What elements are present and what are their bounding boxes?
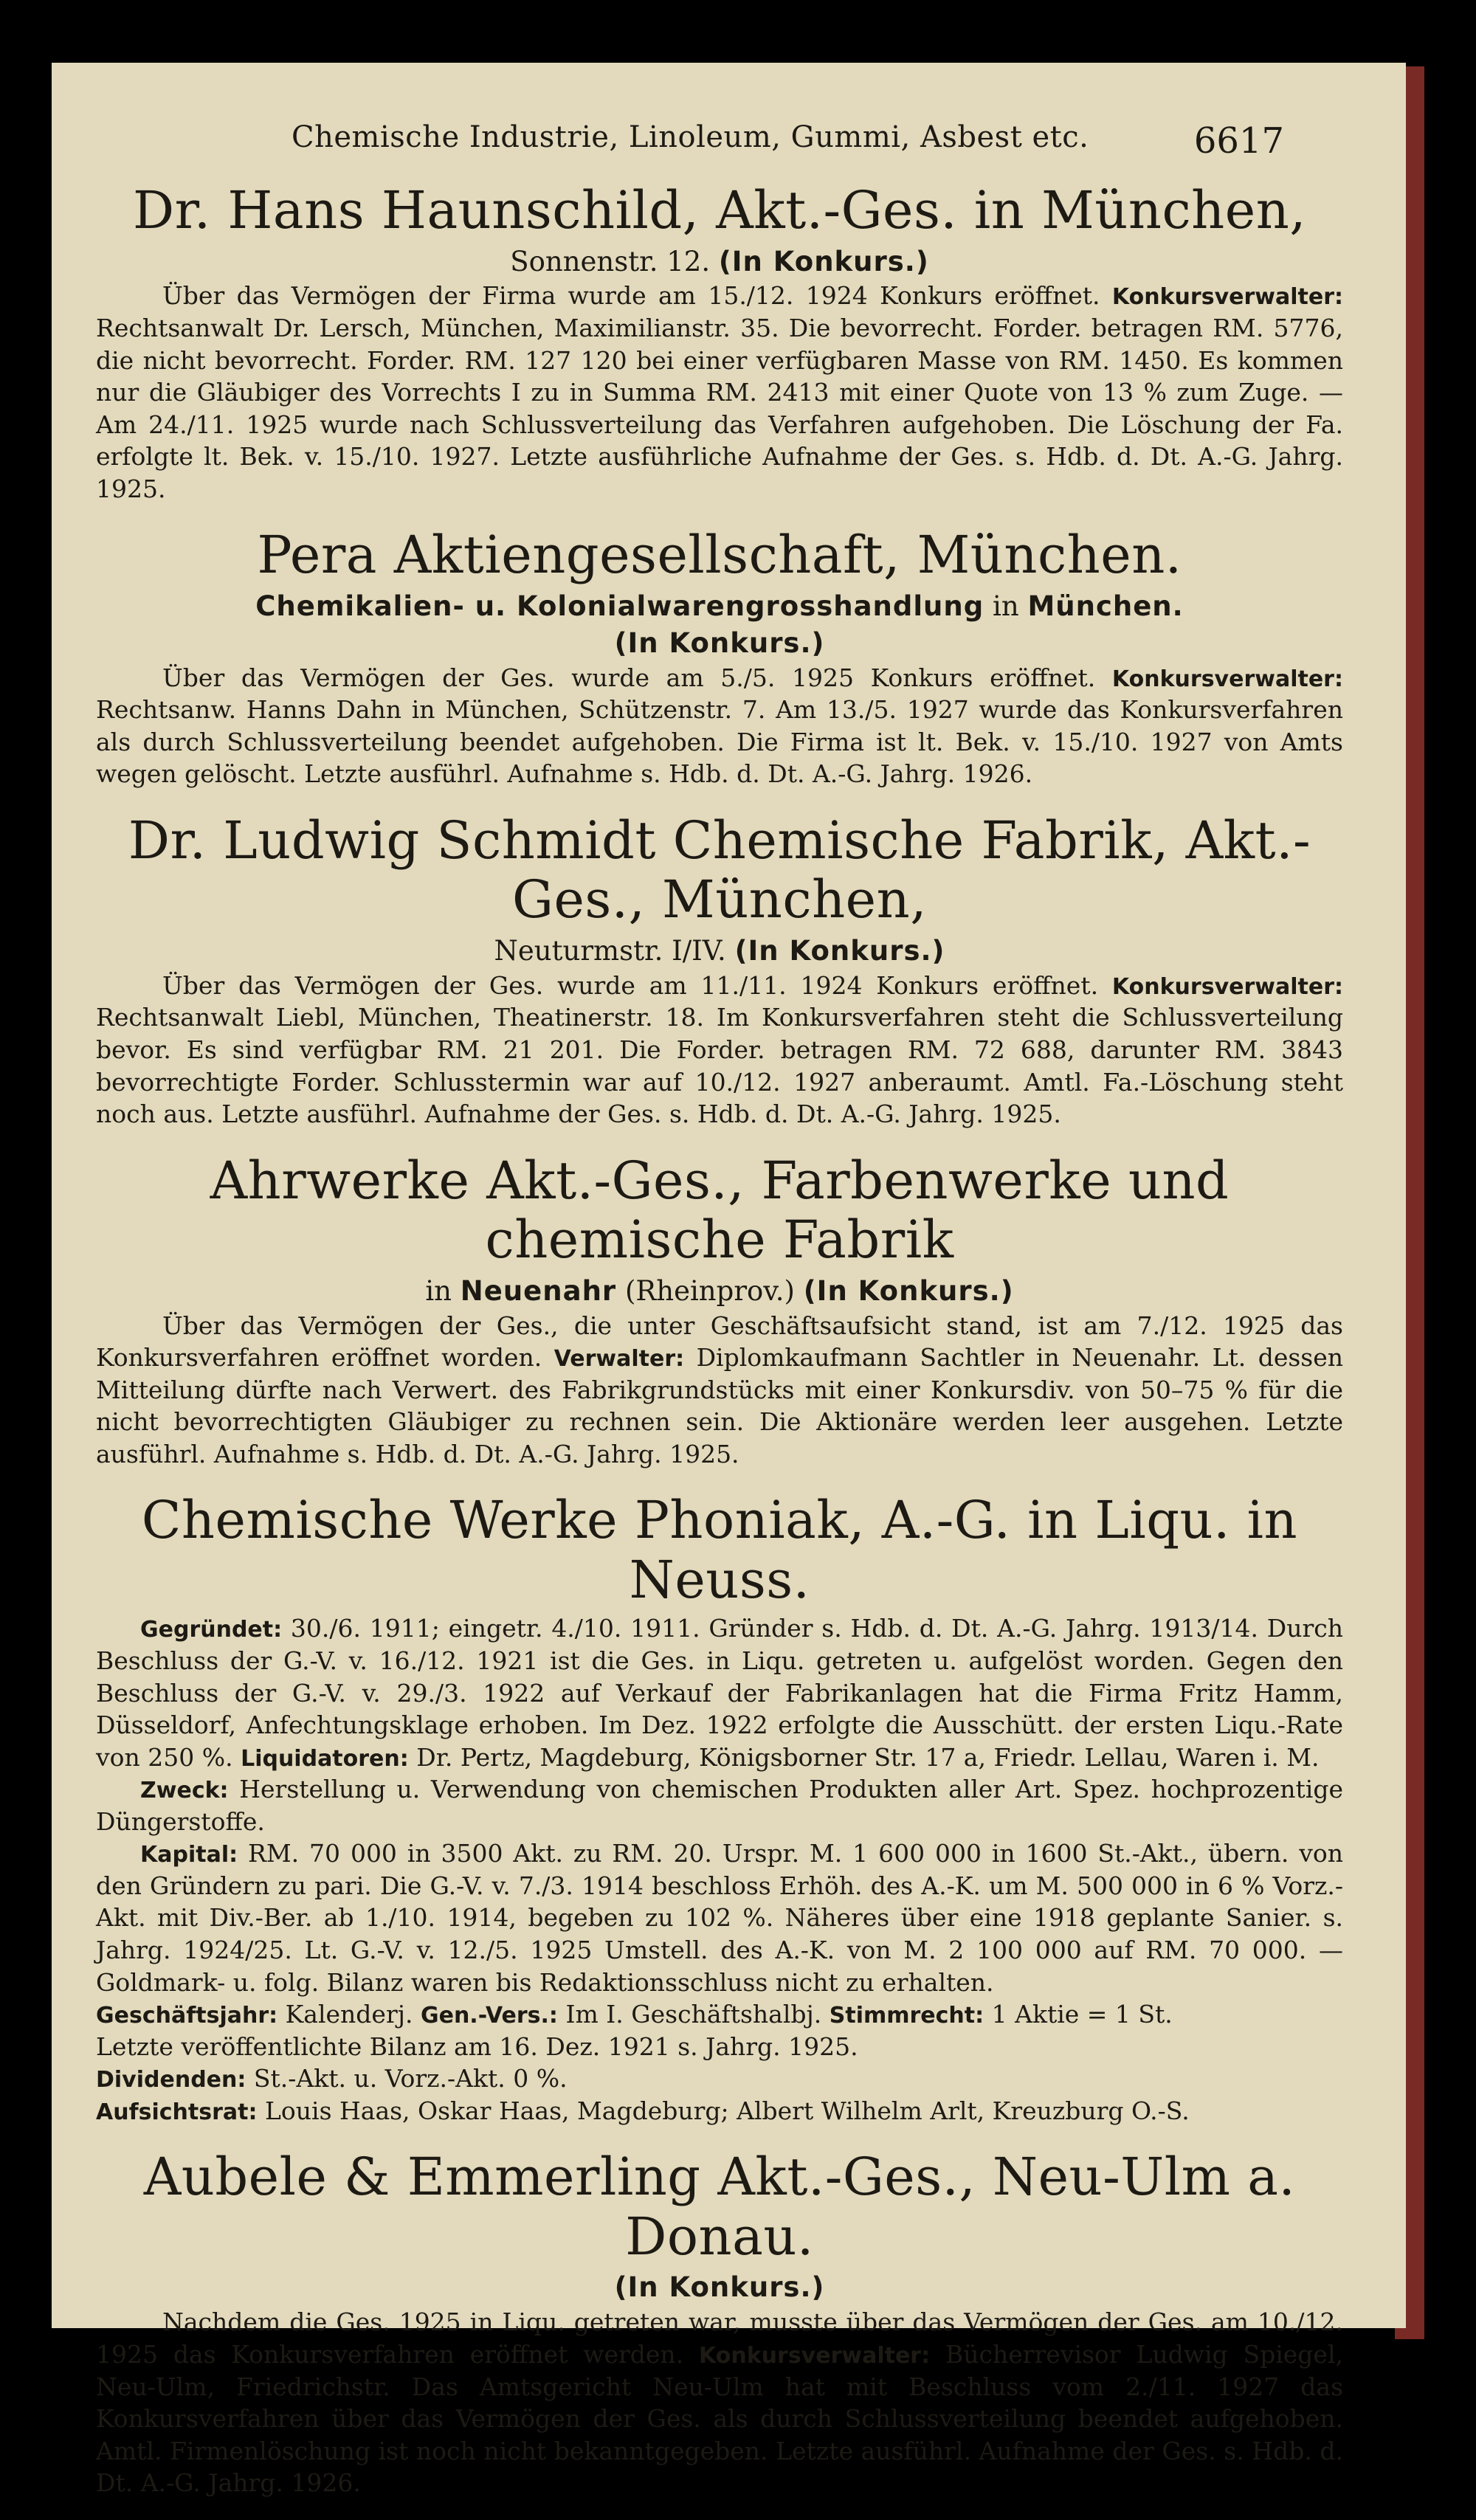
body-text: Diplomkaufmann Sachtler in Neuenahr. Lt. dessen Mitteilung dürfte nach Verwert. des Fabrikgrundstücks mit einer Konkursdiv. von 50–75 % für die nicht bevorrechtigten Gläubiger zu rechnen sein. Die Aktionäre werden leer ausgehen. Letzte ausführl. Aufnahme s. Hdb. d. Dt. A.-G. Jahrg. 1925. [96,1343,1343,1468]
status-label: (In Konkurs.) [803,1274,1014,1307]
entry-subtitle [96,588,1343,625]
city: München. [1027,590,1184,622]
body-text: Herstellung u. Verwendung von chemischen Produkten aller Art. Spez. hochprozentige Düngerstoffe. [96,1775,1343,1836]
entry-schmidt [96,811,1343,1130]
body-text: 30./6. 1911; eingetr. 4./10. 1911. Gründer s. Hdb. d. Dt. A.-G. Jahrg. 1913/14. Durch Beschluss der G.-V. v. 16./12. 1921 ist die Ges. in Liqu. getreten u. aufgelöst worden. Gegen den Beschluss der G.-V. v. 29./3. 1922 auf Verkauf der Fabrikanlagen hat die Firma Fritz Hamm, Düsseldorf, Anfechtungsklage erhoben. Im Dez. 1922 erfolgte die Ausschütt. der ersten Liqu.-Rate von 250 %. [96,1614,1343,1772]
status-label: (In Konkurs.) [718,245,929,277]
body-text: Über das Vermögen der Ges., die unter Geschäftsaufsicht stand, ist am 7./12. 1925 das Konkursverfahren eröffnet worden. [96,1311,1343,1373]
running-title: Chemische Industrie, Linoleum, Gummi, Asbest etc. [292,120,1089,154]
entry-status-line [96,2269,1343,2306]
body-text: Im I. Geschäftshalbj. [565,2000,822,2029]
body-label: Kapital: [140,1842,238,1868]
entry-title: Dr. Hans Haunschild, Akt.-Ges. in München, [132,180,1307,241]
entry-body [96,2306,1343,2499]
entry-ahrwerke [96,1151,1343,1471]
section-kapital [96,1837,1343,1998]
body-label: Konkursverwalter: [1111,973,1343,1000]
body-label: Zweck: [140,1778,229,1804]
entry-haunschild [96,181,1343,505]
entry-pera [96,525,1343,790]
entry-subtitle [96,1273,1343,1310]
body-text: Über das Vermögen der Ges. wurde am 5./5. 1925 Konkurs eröffnet. [162,663,1096,692]
body-label: Konkursverwalter: [1111,284,1343,311]
body-label: Gegründet: [140,1617,283,1643]
body-text: St.-Akt. u. Vorz.-Akt. 0 %. [253,2064,568,2093]
section-bilanz [96,2031,1343,2063]
subtitle-in: in [993,590,1019,622]
entry-title: Pera Aktiengesellschaft, München. [257,525,1182,586]
body-text: Dr. Pertz, Magdeburg, Königsborner Str. 17 a, Friedr. Lellau, Waren i. M. [416,1742,1320,1772]
body-text: Louis Haas, Oskar Haas, Magdeburg; Albert Wilhelm Arlt, Kreuzburg O.-S. [264,2096,1190,2125]
region: (Rheinprov.) [624,1274,795,1307]
running-head [70,114,1284,166]
body-text: Bücherrevisor Ludwig Spiegel, Neu-Ulm, Friedrichstr. Das Amtsgericht Neu-Ulm hat mit Beschluss vom 2./11. 1927 das Konkursverfahren über das Vermögen der Ges. als durch Schlussverteilung beendet aufgehoben. Amtl. Firmenlöschung ist noch nicht bekanntgegeben. Letzte ausführl. Aufnahme der Ges. s. Hdb. d. Dt. A.-G. Jahrg. 1926. [96,2339,1343,2498]
entry-body [96,970,1343,1130]
address: Neuturmstr. I/IV. [494,934,726,967]
page-content [96,181,1343,2520]
status-label: (In Konkurs.) [614,2271,825,2304]
body-text: Rechtsanwalt Dr. Lersch, München, Maximilianstr. 35. Die bevorrecht. Forder. betragen RM. 5776, die nicht bevorrecht. Forder. RM. 127 120 bei einer verfügbaren Masse von RM. 1450. Es kommen nur die Gläubiger des Vorrechts I zu in Summa RM. 2413 mit einer Quote von 13 % zum Zuge. — Am 24./11. 1925 wurde nach Schlussverteilung das Verfahren aufgehoben. Die Löschung der Fa. erfolgte lt. Bek. v. 15./10. 1927. Letzte ausführliche Aufnahme der Ges. s. Hdb. d. Dt. A.-G. Jahrg. 1925. [96,314,1343,503]
business-line: Chemikalien- u. Kolonialwarengrosshandlung [255,590,984,622]
body-text: Rechtsanw. Hanns Dahn in München, Schützenstr. 7. Am 13./5. 1927 wurde das Konkursverfahren als durch Schlussverteilung beendet aufgehoben. Die Firma ist lt. Bek. v. 15./10. 1927 von Amts wegen gelöscht. Letzte ausführl. Aufnahme s. Hdb. d. Dt. A.-G. Jahrg. 1926. [96,695,1343,789]
subtitle-in: in [425,1274,452,1307]
body-label: Konkursverwalter: [1111,666,1343,692]
book-page [52,63,1406,2498]
entry-aubele [96,2147,1343,2499]
body-label: Aufsichtsrat: [96,2099,258,2125]
body-text: RM. 70 000 in 3500 Akt. zu RM. 20. Urspr. M. 1 600 000 in 1600 St.-Akt., übern. von den Gründern zu pari. Die G.-V. v. 7./3. 1914 beschloss Erhöh. des A.-K. um M. 500 000 in 6 % Vorz.-Akt. mit Div.-Ber. ab 1./10. 1914, begeben zu 102 %. Näheres über eine 1918 geplante Sanier. s. Jahrg. 1924/25. Lt. G.-V. v. 12./5. 1925 Umstell. des A.-K. von M. 2 100 000 auf RM. 70 000. — Goldmark- u. folg. Bilanz waren bis Redaktionsschluss nicht zu erhalten. [96,1839,1343,1997]
body-text: Über das Vermögen der Ges. wurde am 11./11. 1924 Konkurs eröffnet. [162,970,1099,1000]
body-text: Letzte veröffentlichte Bilanz am 16. Dez. 1921 s. Jahrg. 1925. [96,2031,858,2061]
body-text: Kalenderj. [285,2000,413,2029]
body-label: Verwalter: [554,1346,685,1373]
body-label: Geschäftsjahr: [96,2003,278,2029]
entry-body [96,1310,1343,1471]
entry-subtitle [96,244,1343,280]
body-label: Liquidatoren: [241,1745,409,1772]
section-geschaeftsjahr [96,1998,1343,2031]
body-label: Konkursverwalter: [699,2342,931,2369]
section-aufsichtsrat [96,2095,1343,2127]
body-text: 1 Aktie = 1 St. [991,2000,1173,2029]
entry-title: Dr. Ludwig Schmidt Chemische Fabrik, Akt.-Ges., München, [128,809,1311,931]
body-text: Rechtsanwalt Liebl, München, Theatinerstr. 18. Im Konkursverfahren steht die Schlussverteilung bevor. Es sind verfügbar RM. 21 201. Die Forder. betragen RM. 72 688, darunter RM. 3843 bevorrechtigte Forder. Schlusstermin war auf 10./12. 1927 anberaumt. Amtl. Fa.-Löschung steht noch aus. Letzte ausführl. Aufnahme der Ges. s. Hdb. d. Dt. A.-G. Jahrg. 1925. [96,1003,1343,1129]
city: Neuenahr [460,1274,617,1307]
entry-phoniak [96,1491,1343,2127]
status-label: (In Konkurs.) [734,934,945,967]
status-label: (In Konkurs.) [614,626,825,659]
section-gegruendet [96,1612,1343,1773]
body-label: Dividenden: [96,2067,246,2093]
entry-title: Aubele & Emmerling Akt.-Ges., Neu-Ulm a. Donau. [143,2147,1296,2267]
entry-subtitle [96,933,1343,970]
entry-title: Chemische Werke Phoniak, A.-G. in Liqu. in Neuss. [141,1490,1298,1610]
address: Sonnenstr. 12. [510,245,711,277]
body-label: Stimmrecht: [829,2003,984,2029]
page-number: 6617 [1193,120,1284,162]
body-label: Gen.-Vers.: [420,2003,558,2029]
entry-body [96,280,1343,505]
section-dividenden [96,2062,1343,2095]
entry-body [96,662,1343,790]
body-text: Über das Vermögen der Firma wurde am 15./12. 1924 Konkurs eröffnet. [162,281,1100,311]
entry-title: Ahrwerke Akt.-Ges., Farbenwerke und chemische Fabrik [210,1150,1230,1271]
entry-status-line [96,625,1343,662]
body-text: Nachdem die Ges. 1925 in Liqu. getreten war, musste über das Vermögen der Ges. am 10./12. 1925 das Konkursverfahren eröffnet werden. [96,2307,1343,2369]
section-zweck [96,1773,1343,1837]
